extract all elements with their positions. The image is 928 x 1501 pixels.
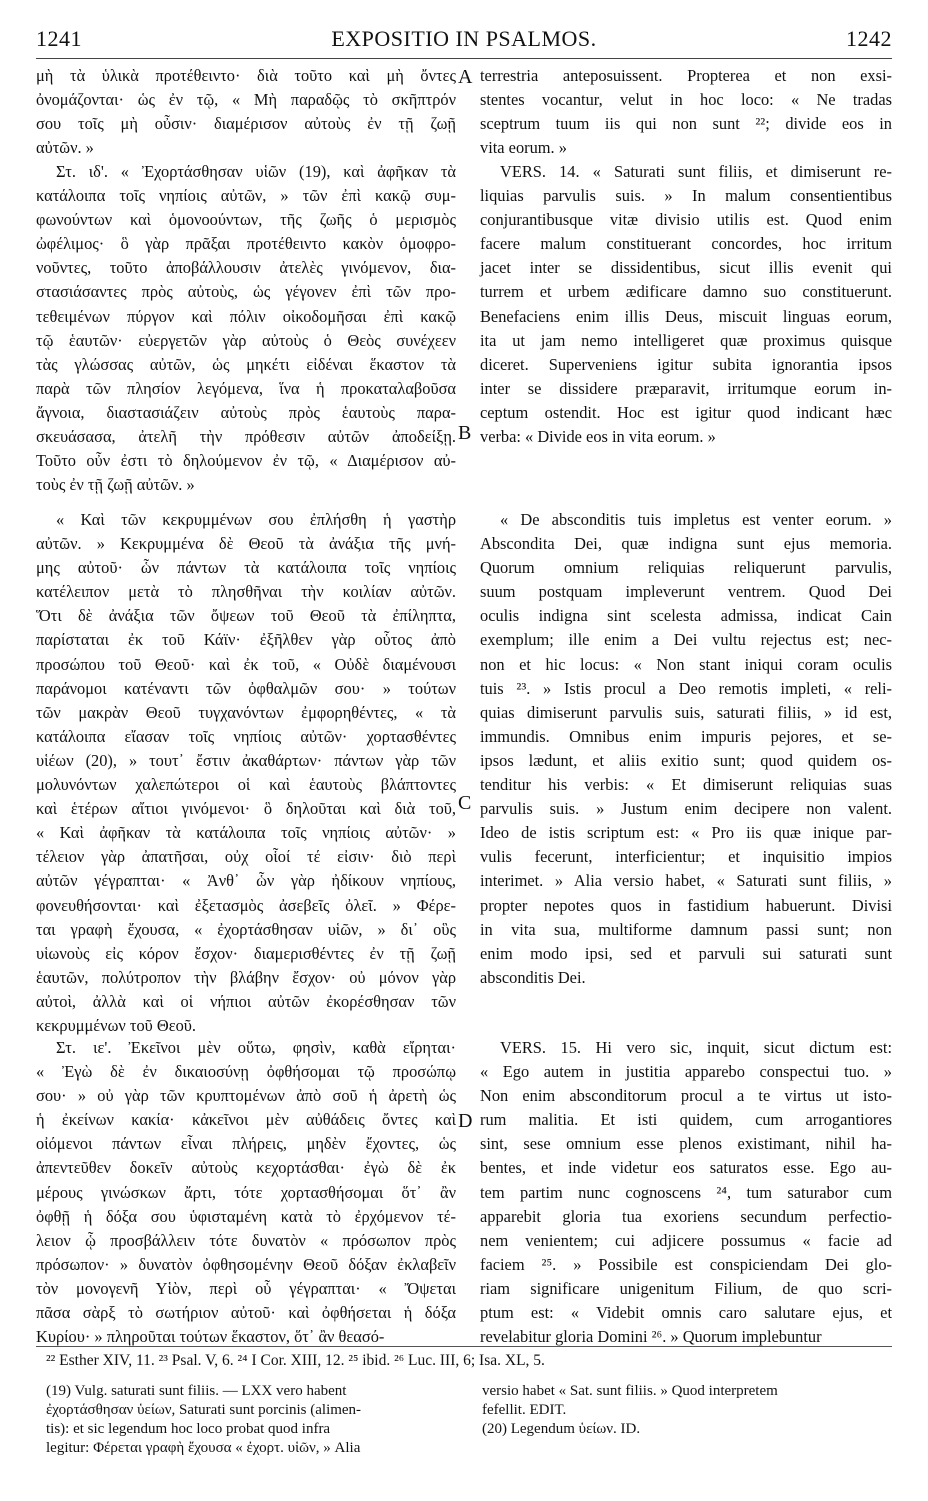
- text-line: VERS. 14. « Saturati sunt filiis, et dimiserunt re-: [500, 162, 892, 181]
- text-line: πρόσωπον· » δυνατὸν ὀφθησομένην Θεοῦ δόξαν ἐκλαβεῖν: [36, 1254, 456, 1274]
- text-line: ἀπεντεῦθεν δοκεῖν αὐτοὺς κεχορτάσθαι· ἐγὼ δὲ ἐκ: [36, 1158, 456, 1178]
- text-line: παρίσταται ἐκ τοῦ Κάϊν· ἐξῆλθεν γὰρ οὗτος ἀπὸ: [36, 630, 456, 650]
- text-line: μὴ τὰ ὑλικὰ προτέθειντο· διὰ τοῦτο καὶ μὴ ὄντες: [36, 66, 456, 85]
- text-line: ptum est: « Videbit omnis caro salutare ejus, et: [480, 1303, 892, 1323]
- text-line: μολυνόντων χαλεπώτεροι οἱ καὶ ἑαυτοὺς βλάπτοντες: [36, 775, 456, 795]
- running-title: EXPOSITIO IN PSALMOS.: [331, 26, 597, 51]
- text-line: προσώπου τοῦ Θεοῦ· καὶ ἐκ τοῦ, « Οὐδὲ διαμένουσι: [36, 654, 456, 674]
- text-line: τοὺς ἐν τῇ ζωῇ αὐτῶν. »: [36, 475, 195, 495]
- text-line: « Ἐγὼ δὲ ἐν δικαιοσύνῃ ὀφθήσομαι τῷ προσώπῳ: [36, 1062, 456, 1082]
- text-line: non et hic locus: « Non stant iniqui coram oculis: [480, 654, 892, 674]
- footnotes-left: [46, 1382, 456, 1458]
- text-line: σκευάσασα, ἀτελῆ τὴν πρόθεσιν αὐτῶν ἀποδείξῃ.: [36, 427, 456, 447]
- text-line: τεθειμένων πύργον καὶ πόλιν οἰκοδομῆσαι ἐπὶ κακῷ: [36, 306, 456, 326]
- text-line: Abscondita Dei, quæ indigna sunt ejus memoria.: [480, 534, 892, 554]
- footnote-line: versio habet « Sat. sunt filiis. » Quod interpretem: [482, 1383, 778, 1399]
- text-line: quias dimiserunt parvulis suis, saturati filiis, » id est,: [480, 702, 892, 722]
- text-line: αὐτῶν γέγραπται· « Ἀνθ᾽ ὧν γὰρ ἠδίκουν νηπίους,: [36, 871, 456, 891]
- text-line: αὐτῶν. »: [36, 138, 94, 158]
- text-line: revelabitur gloria Domini ²⁶. » Quorum implebuntur: [480, 1327, 822, 1347]
- text-line: φονευθήσονται· καὶ ἐξετασμὸς ἀσεβεῖς ὀλεῖ. » Φέρε-: [36, 895, 456, 915]
- footnote-line: fefellit. EDIT.: [482, 1402, 567, 1418]
- text-line: tenditur his verbis: « Et dimiserunt reliquias suas: [480, 775, 892, 795]
- text-line: Quorum omnium reliquias reliquerunt parvulis,: [480, 558, 892, 578]
- text-line: κεκρυμμένων τοῦ Θεοῦ.: [36, 1015, 196, 1035]
- text-line: jacet inter se dissidentibus, sicut illis evenit qui: [480, 258, 892, 278]
- text-line: Non enim absconditorum procul a te virtus ut isto-: [480, 1086, 892, 1106]
- text-line: riam significare unigenitum Filium, de quo scri-: [480, 1278, 892, 1298]
- text-line: immundis. Omnibus enim impuris pejores, et se-: [480, 726, 892, 746]
- text-line: nem venientem; cui adjicere possumus « facie ad: [480, 1230, 892, 1250]
- text-line: facere malum constituerant concordes, hoc irritum: [480, 234, 892, 254]
- text-line: Στ. ιε'. Ἐκεῖνοι μὲν οὕτω, φησὶν, καθὰ εἴρηται·: [56, 1038, 456, 1057]
- text-line: liquias parvulis suis. » In malum consentientibus: [480, 186, 892, 206]
- text-line: ita ut jam nemo intelligeret quæ proximus quisque: [480, 330, 892, 350]
- text-line: VERS. 15. Hi vero sic, inquit, sicut dictum est:: [500, 1038, 892, 1057]
- text-line: turrem et urbem ædificare damno suo constituerunt.: [480, 282, 892, 302]
- text-line: absconditis Dei.: [480, 967, 586, 987]
- margin-letter-a: A: [458, 66, 473, 88]
- text-line: enim modo ipsi, sed et parvuli sui saturati sunt: [480, 943, 892, 963]
- text-line: ἄγνοια, διαστασιάζειν αὐτοὺς πρὸς ἑαυτοὺς παρα-: [36, 402, 456, 422]
- latin-paragraph-1: [480, 64, 892, 160]
- text-line: tem partim nunc cognoscens ²⁴, tum saturabor cum: [480, 1182, 892, 1202]
- text-line: Κυρίου· » πληροῦται τούτων ἕκαστον, ὅτ᾽ ἂν θεασό-: [36, 1327, 385, 1347]
- text-line: κατάλοιπα εἴασαν τοῖς νηπίοις αὐτῶν· χορτασθέντες: [36, 726, 456, 746]
- text-line: conjurantibusque vitæ divisio utilis est. Quod enim: [480, 210, 892, 230]
- text-line: Ὅτι δὲ ἀνάξια τῶν ὄψεων τοῦ Θεοῦ τὰ ἐπίληπτα,: [36, 606, 456, 626]
- greek-paragraph-3: [36, 508, 456, 1038]
- text-line: « Καὶ ἀφῆκαν τὰ κατάλοιπα τοῖς νηπίοις αὐτῶν· »: [36, 823, 456, 843]
- text-line: σου· » οὐ γὰρ τῶν κρυπτομένων ἀπὸ σοῦ ἡ ἀρετὴ ὡς: [36, 1086, 456, 1106]
- text-line: νοῦντες, τοῦτο ἀποβάλλουσιν ἀτελὲς γινόμενον, δια-: [36, 258, 456, 278]
- text-line: sceptrum tuum iis qui non sunt ²²; divide eos in: [480, 114, 892, 134]
- text-line: in vita sua, multiforme damnum passi sunt; non: [480, 919, 892, 939]
- text-line: κατάλοιπα τοῖς νηπίοις αὐτῶν, » τῶν ἐπὶ κακῷ συμ-: [36, 186, 456, 206]
- text-line: οἰόμενοι πάντων εἶναι πλήρεις, μηδὲν ἔχοντες, ὡς: [36, 1134, 456, 1154]
- text-line: τῶν μακρὰν Θεοῦ τυγχανόντων ἐμφορηθέντες, « τὰ: [36, 702, 456, 722]
- text-line: oculis indigna sint scelesta admissa, indicat Cain: [480, 606, 892, 626]
- text-line: τέλειον γὰρ ἀπατῆσαι, οὐχ οἷοί τέ εἰσιν· διὸ περὶ: [36, 847, 456, 867]
- text-line: suum postquam impleverunt ventrem. Quod Dei: [480, 582, 892, 602]
- text-line: tuis ²³. » Istis procul a Deo remotis impleti, « reli-: [480, 678, 892, 698]
- text-line: μης αὐτοῦ· ὧν πάντων τὰ κατάλοιπα τοῖς νηπίοις: [36, 558, 456, 578]
- text-line: stentes vocantur, velut in hoc loco: « Ne tradas: [480, 90, 892, 110]
- header-rule: [36, 58, 892, 59]
- text-line: inter se dissidere præparavit, irritumque eorum in-: [480, 378, 892, 398]
- text-line: καὶ ἑτέρων αἴτιοι γινόμενοι· ὃ δηλοῦται καὶ διὰ τοῦ,: [36, 799, 456, 819]
- text-line: bentes, et inde videtur eos saturatos esse. Ego au-: [480, 1158, 892, 1178]
- text-line: Στ. ιδ'. « Ἐχορτάσθησαν υἱῶν (19), καὶ ἀφῆκαν τὰ: [56, 162, 456, 181]
- page-number-right: 1242: [846, 26, 892, 51]
- text-line: ἑαυτῶν, πολύτροπον τὴν βλάβην ἔσχον· οὐ μόνον γὰρ: [36, 967, 456, 987]
- text-line: parvulis suis. » Justum enim decipere non valent.: [480, 799, 892, 819]
- text-line: ὀφθῇ ἡ δόξα σου ὑφισταμένη κατὰ τὸ ἐρχόμενον τέ-: [36, 1206, 456, 1226]
- text-line: υἱέων (20), » τουτ᾽ ἔστιν ἀκαθάρτων· πάντων γὰρ τῶν: [36, 750, 456, 770]
- text-line: sint, sese omnium esse plenos existimant, nihil ha-: [480, 1134, 892, 1154]
- text-line: παράνομοι κατέναντι τῶν ὀφθαλμῶν σου· » τούτων: [36, 678, 456, 698]
- greek-paragraph-4: [36, 1036, 456, 1349]
- text-line: ται γραφὴ ἔχουσα, « ἐχορτάσθησαν υἱῶν, » δι᾽ οὓς: [36, 919, 456, 939]
- text-line: ἡ ἐκείνων κακία· κἀκεῖνοι μὲν αὐθάδεις ὄντες καὶ: [36, 1110, 456, 1130]
- latin-paragraph-4: [480, 1036, 892, 1349]
- text-line: τὸν μονογενῆ Υἱὸν, περὶ οὗ γέγραπται· « Ὄψεται: [36, 1278, 456, 1298]
- latin-paragraph-2: [480, 160, 892, 449]
- footnote-rule: [36, 1346, 892, 1347]
- margin-letter-b: B: [458, 422, 472, 444]
- footnotes-right: [482, 1382, 892, 1439]
- text-line: Τοῦτο οὖν ἐστι τὸ δηλούμενον ἐν τῷ, « Διαμέρισον αὐ-: [36, 451, 456, 471]
- text-line: λειον ᾧ προσβάλλειν τότε δυνατὸν « πρόσωπον πρὸς: [36, 1230, 456, 1250]
- text-line: faciem ²⁵. » Possibile est conspiciendam Dei glo-: [480, 1254, 892, 1274]
- footnote-line: tis): et sic legendum hoc loco probat quod infra: [46, 1421, 331, 1437]
- text-line: ceptum ostendit. Hoc est igitur quod indicant hæc: [480, 402, 892, 422]
- text-line: κατέλειπον μετὰ τὸ πλησθῆναι τὴν κοιλίαν αὐτῶν.: [36, 582, 456, 602]
- scripture-references: ²² Esther XIV, 11. ²³ Psal. V, 6. ²⁴ I Cor. XIII, 12. ²⁵ ibid. ²⁶ Luc. III, 6; Isa. XL, 5.: [46, 1352, 545, 1369]
- footnote-line: legitur: Φέρεται γραφὴ ἔχουσα « ἐχορτ. υἱῶν, » Alia: [46, 1440, 361, 1456]
- text-line: « De absconditis tuis impletus est venter eorum. »: [500, 510, 892, 529]
- text-line: terrestria anteposuissent. Propterea et non exsi-: [480, 66, 892, 85]
- text-line: σου τοῖς μὴ οὖσιν· διαμέρισον αὐτοὺς ἐν τῇ ζωῇ: [36, 114, 456, 134]
- footnote-line: (20) Legendum ὑείων. ID.: [482, 1421, 641, 1437]
- text-line: υἱωνοὺς εἰς κόρον ἔσχον· διαμερισθέντες ἐν τῇ ζωῇ: [36, 943, 456, 963]
- text-line: ὠφέλιμος· ὃ γὰρ πρᾶξαι προτέθειντο κακὸν ὁμοφρο-: [36, 234, 456, 254]
- text-line: vita eorum. »: [480, 138, 567, 158]
- text-line: Benefaciens enim illis Deus, miscuit linguas eorum,: [480, 306, 892, 326]
- text-line: rum malitia. Et isti quidem, cum arrogantiores: [480, 1110, 892, 1130]
- text-line: στασιάσαντες πρὸς αὐτοὺς, ὡς γέγονεν ἐπὶ τῶν προ-: [36, 282, 456, 302]
- text-line: apparebit gloria tua exoriens secundum perfectio-: [480, 1206, 892, 1226]
- text-line: exemplum; ille enim a Dei vultu rejectus est; nec-: [480, 630, 892, 650]
- margin-letter-d: D: [458, 1110, 473, 1132]
- text-line: φωνούντων καὶ ὁμονοούντων, τῆς ζωῆς ὁ μερισμὸς: [36, 210, 456, 230]
- latin-paragraph-3: [480, 508, 892, 990]
- greek-paragraph-1: [36, 64, 456, 160]
- text-line: παρὰ τῶν πλησίον λεγόμενα, ἵνα ἡ προκαταλαβοῦσα: [36, 378, 456, 398]
- page-header: [36, 26, 892, 58]
- page-number-left: 1241: [36, 26, 82, 51]
- text-line: propter nepotes quos in fastidium habuerunt. Divisi: [480, 895, 892, 915]
- text-line: diceret. Superveniens igitur subita ignorantia ipsos: [480, 354, 892, 374]
- text-line: τὰς γλώσσας αὐτῶν, ὡς μηκέτι εἰδέναι ἕκαστον τὰ: [36, 354, 456, 374]
- text-line: « Καὶ τῶν κεκρυμμένων σου ἐπλήσθη ἡ γαστὴρ: [56, 510, 456, 529]
- text-line: verba: « Divide eos in vita eorum. »: [480, 427, 716, 447]
- text-line: interimet. » Alia versio habet, « Saturati sunt filiis, »: [480, 871, 892, 891]
- text-line: αὐτοὶ, ἀλλὰ καὶ οἱ νήπιοι αὐτῶν ἐκορέσθησαν τῶν: [36, 991, 456, 1011]
- text-line: « Ego autem in justitia apparebo conspectui tuo. »: [480, 1062, 892, 1082]
- text-line: Ideo de istis scriptum est: « Pro iis quæ inique par-: [480, 823, 892, 843]
- text-line: πᾶσα σὰρξ τὸ σωτήριον αὐτοῦ· καὶ ὀφθήσεται ἡ δόξα: [36, 1303, 456, 1323]
- greek-paragraph-2: [36, 160, 456, 497]
- margin-letter-c: C: [458, 792, 472, 814]
- text-line: τῷ ἑαυτῶν· εὐεργετῶν γὰρ αὐτοὺς ὁ Θεὸς συνέχεεν: [36, 330, 456, 350]
- text-line: ipsos lædunt, et aliis exitio sunt; quod quidem os-: [480, 750, 892, 770]
- text-line: μέρους γινώσκων ἄρτι, τότε χορτασθήσομαι ὅτ᾽ ἂν: [36, 1182, 456, 1202]
- text-line: αὐτῶν. » Κεκρυμμένα δὲ Θεοῦ τὰ ἀνάξια τῆς μνή-: [36, 534, 456, 554]
- text-line: vulis fecerunt, interficientur; et inquisitio impios: [480, 847, 892, 867]
- text-line: ὀνομάζονται· ὡς ἐν τῷ, « Μὴ παραδῷς τὸ σκῆπτρόν: [36, 90, 456, 110]
- footnote-line: (19) Vulg. saturati sunt filiis. — LXX vero habent: [46, 1383, 347, 1399]
- footnote-line: ἐχορτάσθησαν ὑείων, Saturati sunt porcinis (alimen-: [46, 1402, 362, 1418]
